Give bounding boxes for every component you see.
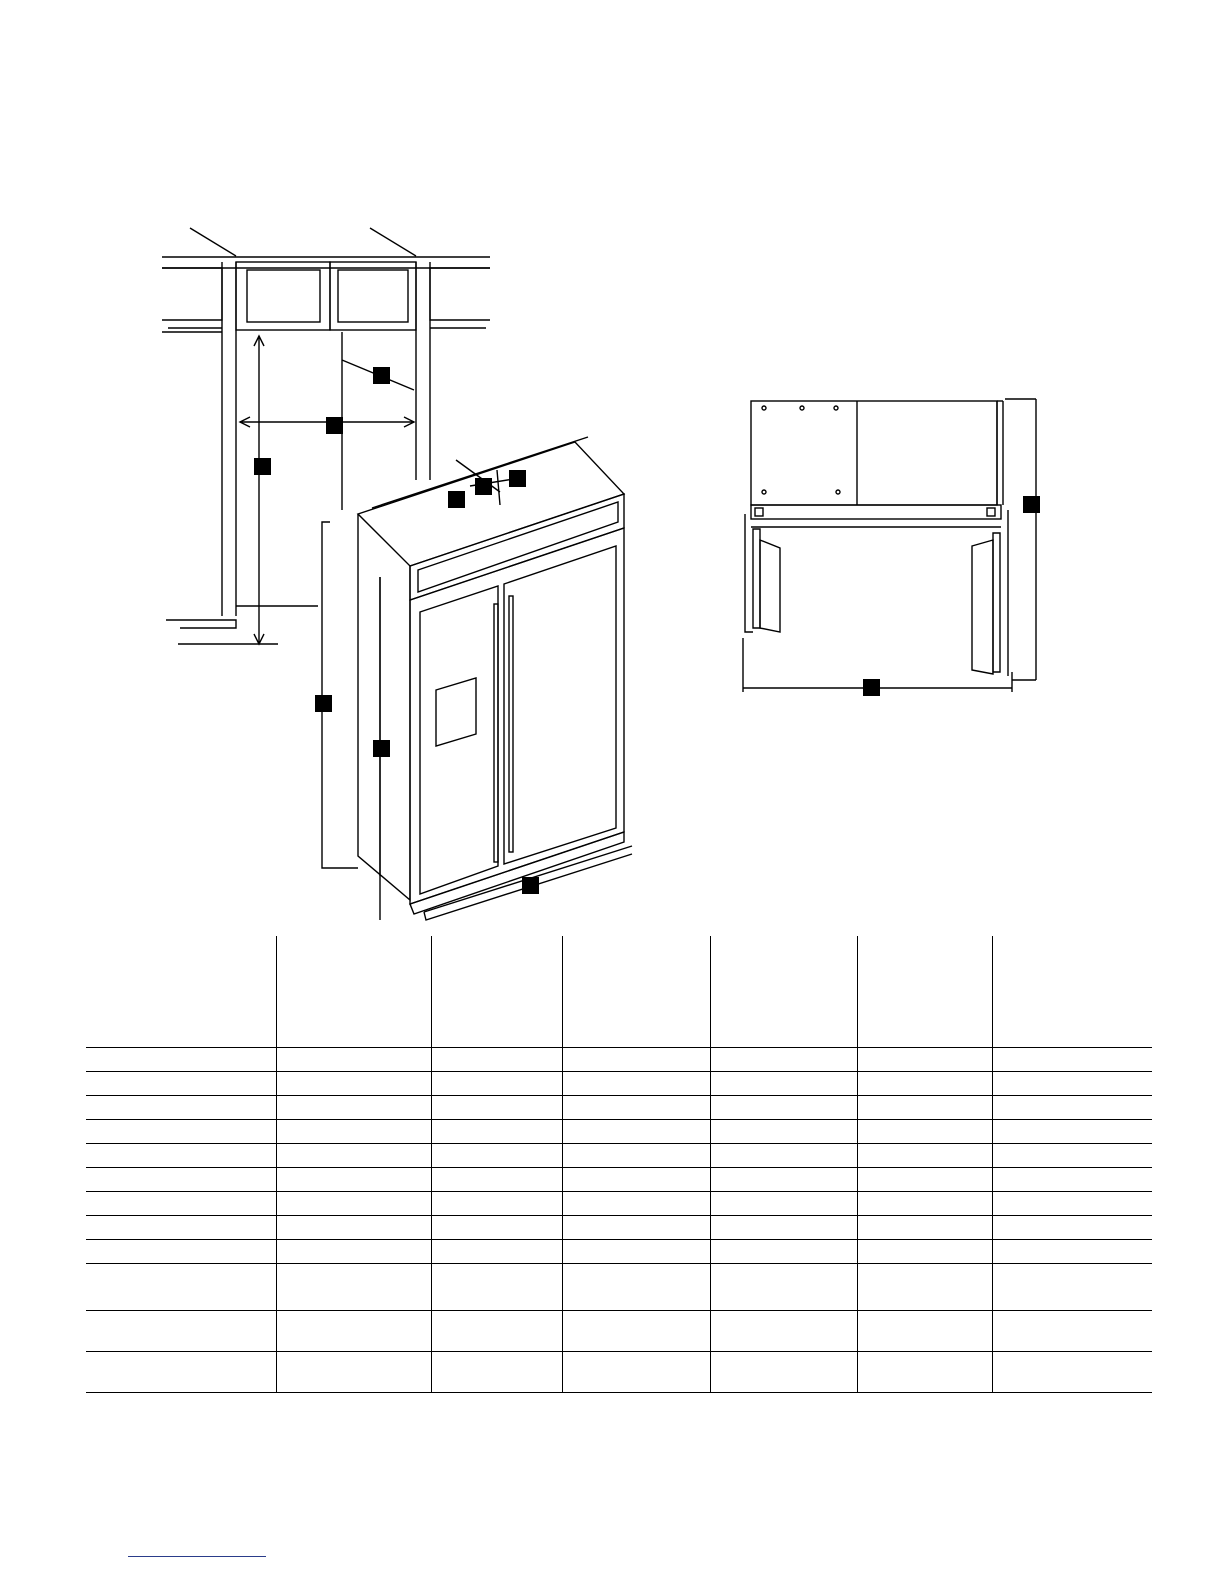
refrigerator-isometric bbox=[322, 437, 632, 920]
callout-marker bbox=[509, 470, 526, 487]
callout-marker bbox=[326, 417, 343, 434]
callout-marker bbox=[863, 679, 880, 696]
table-row bbox=[86, 1096, 1152, 1120]
top-view bbox=[743, 399, 1036, 692]
table-header-cell bbox=[86, 936, 276, 1048]
table-row bbox=[86, 1240, 1152, 1264]
dimensions-table bbox=[86, 936, 1152, 1393]
callout-marker bbox=[315, 695, 332, 712]
table-header-cell bbox=[276, 936, 431, 1048]
table-header-cell bbox=[562, 936, 710, 1048]
table-row bbox=[86, 1072, 1152, 1096]
callout-marker bbox=[475, 478, 492, 495]
table-row bbox=[86, 1144, 1152, 1168]
table-header-cell bbox=[992, 936, 1152, 1048]
callout-marker bbox=[448, 491, 465, 508]
table-row bbox=[86, 1192, 1152, 1216]
table-row bbox=[86, 1264, 1152, 1311]
callout-marker bbox=[1023, 496, 1040, 513]
table-row bbox=[86, 1168, 1152, 1192]
table-row bbox=[86, 1216, 1152, 1240]
table-row bbox=[86, 1352, 1152, 1393]
table-header-cell bbox=[710, 936, 857, 1048]
table-row bbox=[86, 1311, 1152, 1352]
callout-marker bbox=[522, 877, 539, 894]
footer-link-underline[interactable] bbox=[128, 1556, 266, 1557]
table-row bbox=[86, 1120, 1152, 1144]
callout-marker bbox=[254, 458, 271, 475]
callout-marker bbox=[373, 367, 390, 384]
table-header-cell bbox=[857, 936, 992, 1048]
cabinet-opening bbox=[162, 228, 490, 644]
callout-marker bbox=[373, 740, 390, 757]
table-row bbox=[86, 1048, 1152, 1072]
table-header-cell bbox=[431, 936, 562, 1048]
table-header-row bbox=[86, 936, 1152, 1048]
